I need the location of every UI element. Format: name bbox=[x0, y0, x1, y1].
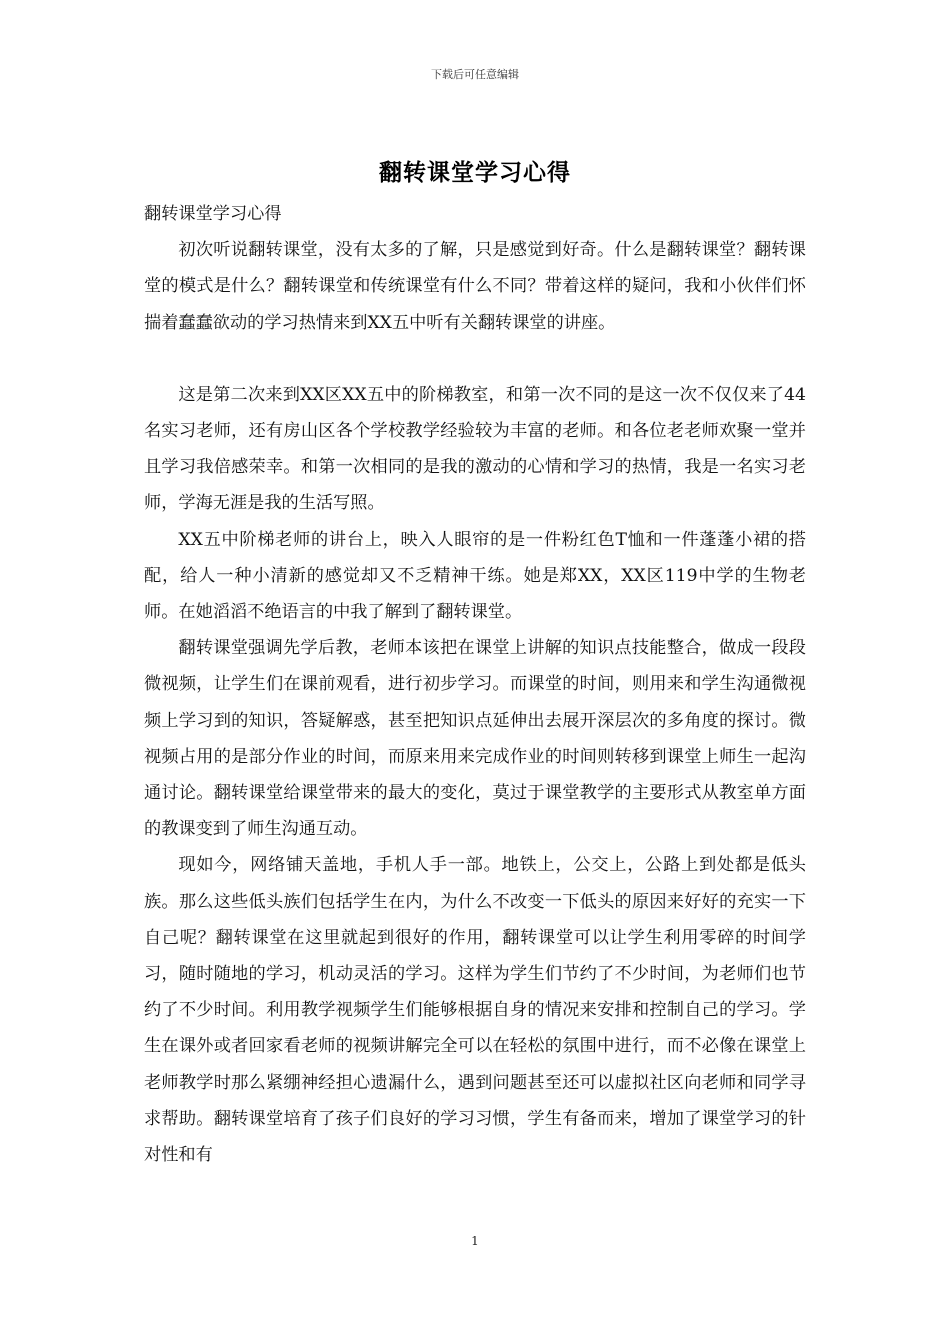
document-title: 翻转课堂学习心得 bbox=[379, 159, 571, 186]
document-subtitle: 翻转课堂学习心得 bbox=[144, 204, 282, 224]
document-body bbox=[144, 196, 806, 1173]
paragraph-4: 翻转课堂强调先学后教，老师本该把在课堂上讲解的知识点技能整合，做成一段段微视频，让学生们在课前观看，进行初步学习。而课堂的时间，则用来和学生沟通微视频上学习到的知识，答疑解惑，甚至把知识点延伸出去展开深层次的多角度的探讨。微视频占用的是部分作业的时间，而原来用来完成作业的时间则转移到课堂上师生一起沟通讨论。翻转课堂给课堂带来的最大的变化，莫过于课堂教学的主要形式从教室单方面的教课变到了师生沟通互动。 bbox=[144, 638, 806, 840]
paragraph-3: XX五中阶梯老师的讲台上，映入人眼帘的是一件粉红色T恤和一件蓬蓬小裙的搭配，给人一种小清新的感觉却又不乏精神干练。她是郑XX，XX区119中学的生物老师。在她滔滔不绝语言的中我了解到了翻转课堂。 bbox=[144, 529, 806, 623]
paragraph-5: 现如今，网络铺天盖地，手机人手一部。地铁上，公交上，公路上到处都是低头族。那么这些低头族们包括学生在内，为什么不改变一下低头的原因来好好的充实一下自己呢？翻转课堂在这里就起到很好的作用，翻转课堂可以让学生利用零碎的时间学习，随时随地的学习，机动灵活的学习。这样为学生们节约了不少时间，为老师们也节约了不少时间。利用教学视频学生们能够根据自身的情况来安排和控制自己的学习。学生在课外或者回家看老师的视频讲解完全可以在轻松的氛围中进行，而不必像在课堂上老师教学时那么紧绷神经担心遗漏什么，遇到问题甚至还可以虚拟社区向老师和同学寻求帮助。翻转课堂培育了孩子们良好的学习习惯，学生有备而来，增加了课堂学习的针对性和有 bbox=[144, 855, 806, 1166]
page-number: 1 bbox=[471, 1234, 479, 1248]
paragraph-1: 初次听说翻转课堂，没有太多的了解，只是感觉到好奇。什么是翻转课堂？翻转课堂的模式是什么？翻转课堂和传统课堂有什么不同？带着这样的疑问，我和小伙伴们怀揣着蠢蠢欲动的学习热情来到XX五中听有关翻转课堂的讲座。 bbox=[144, 240, 806, 333]
header-note: 下载后可任意编辑 bbox=[431, 68, 519, 81]
paragraph-spacer bbox=[144, 341, 806, 377]
paragraph-2: 这是第二次来到XX区XX五中的阶梯教室，和第一次不同的是这一次不仅仅来了44名实习老师，还有房山区各个学校教学经验较为丰富的老师。和各位老老师欢聚一堂并且学习我倍感荣幸。和第一次相同的是我的激动的心情和学习的热情，我是一名实习老师，学海无涯是我的生活写照。 bbox=[144, 384, 806, 514]
